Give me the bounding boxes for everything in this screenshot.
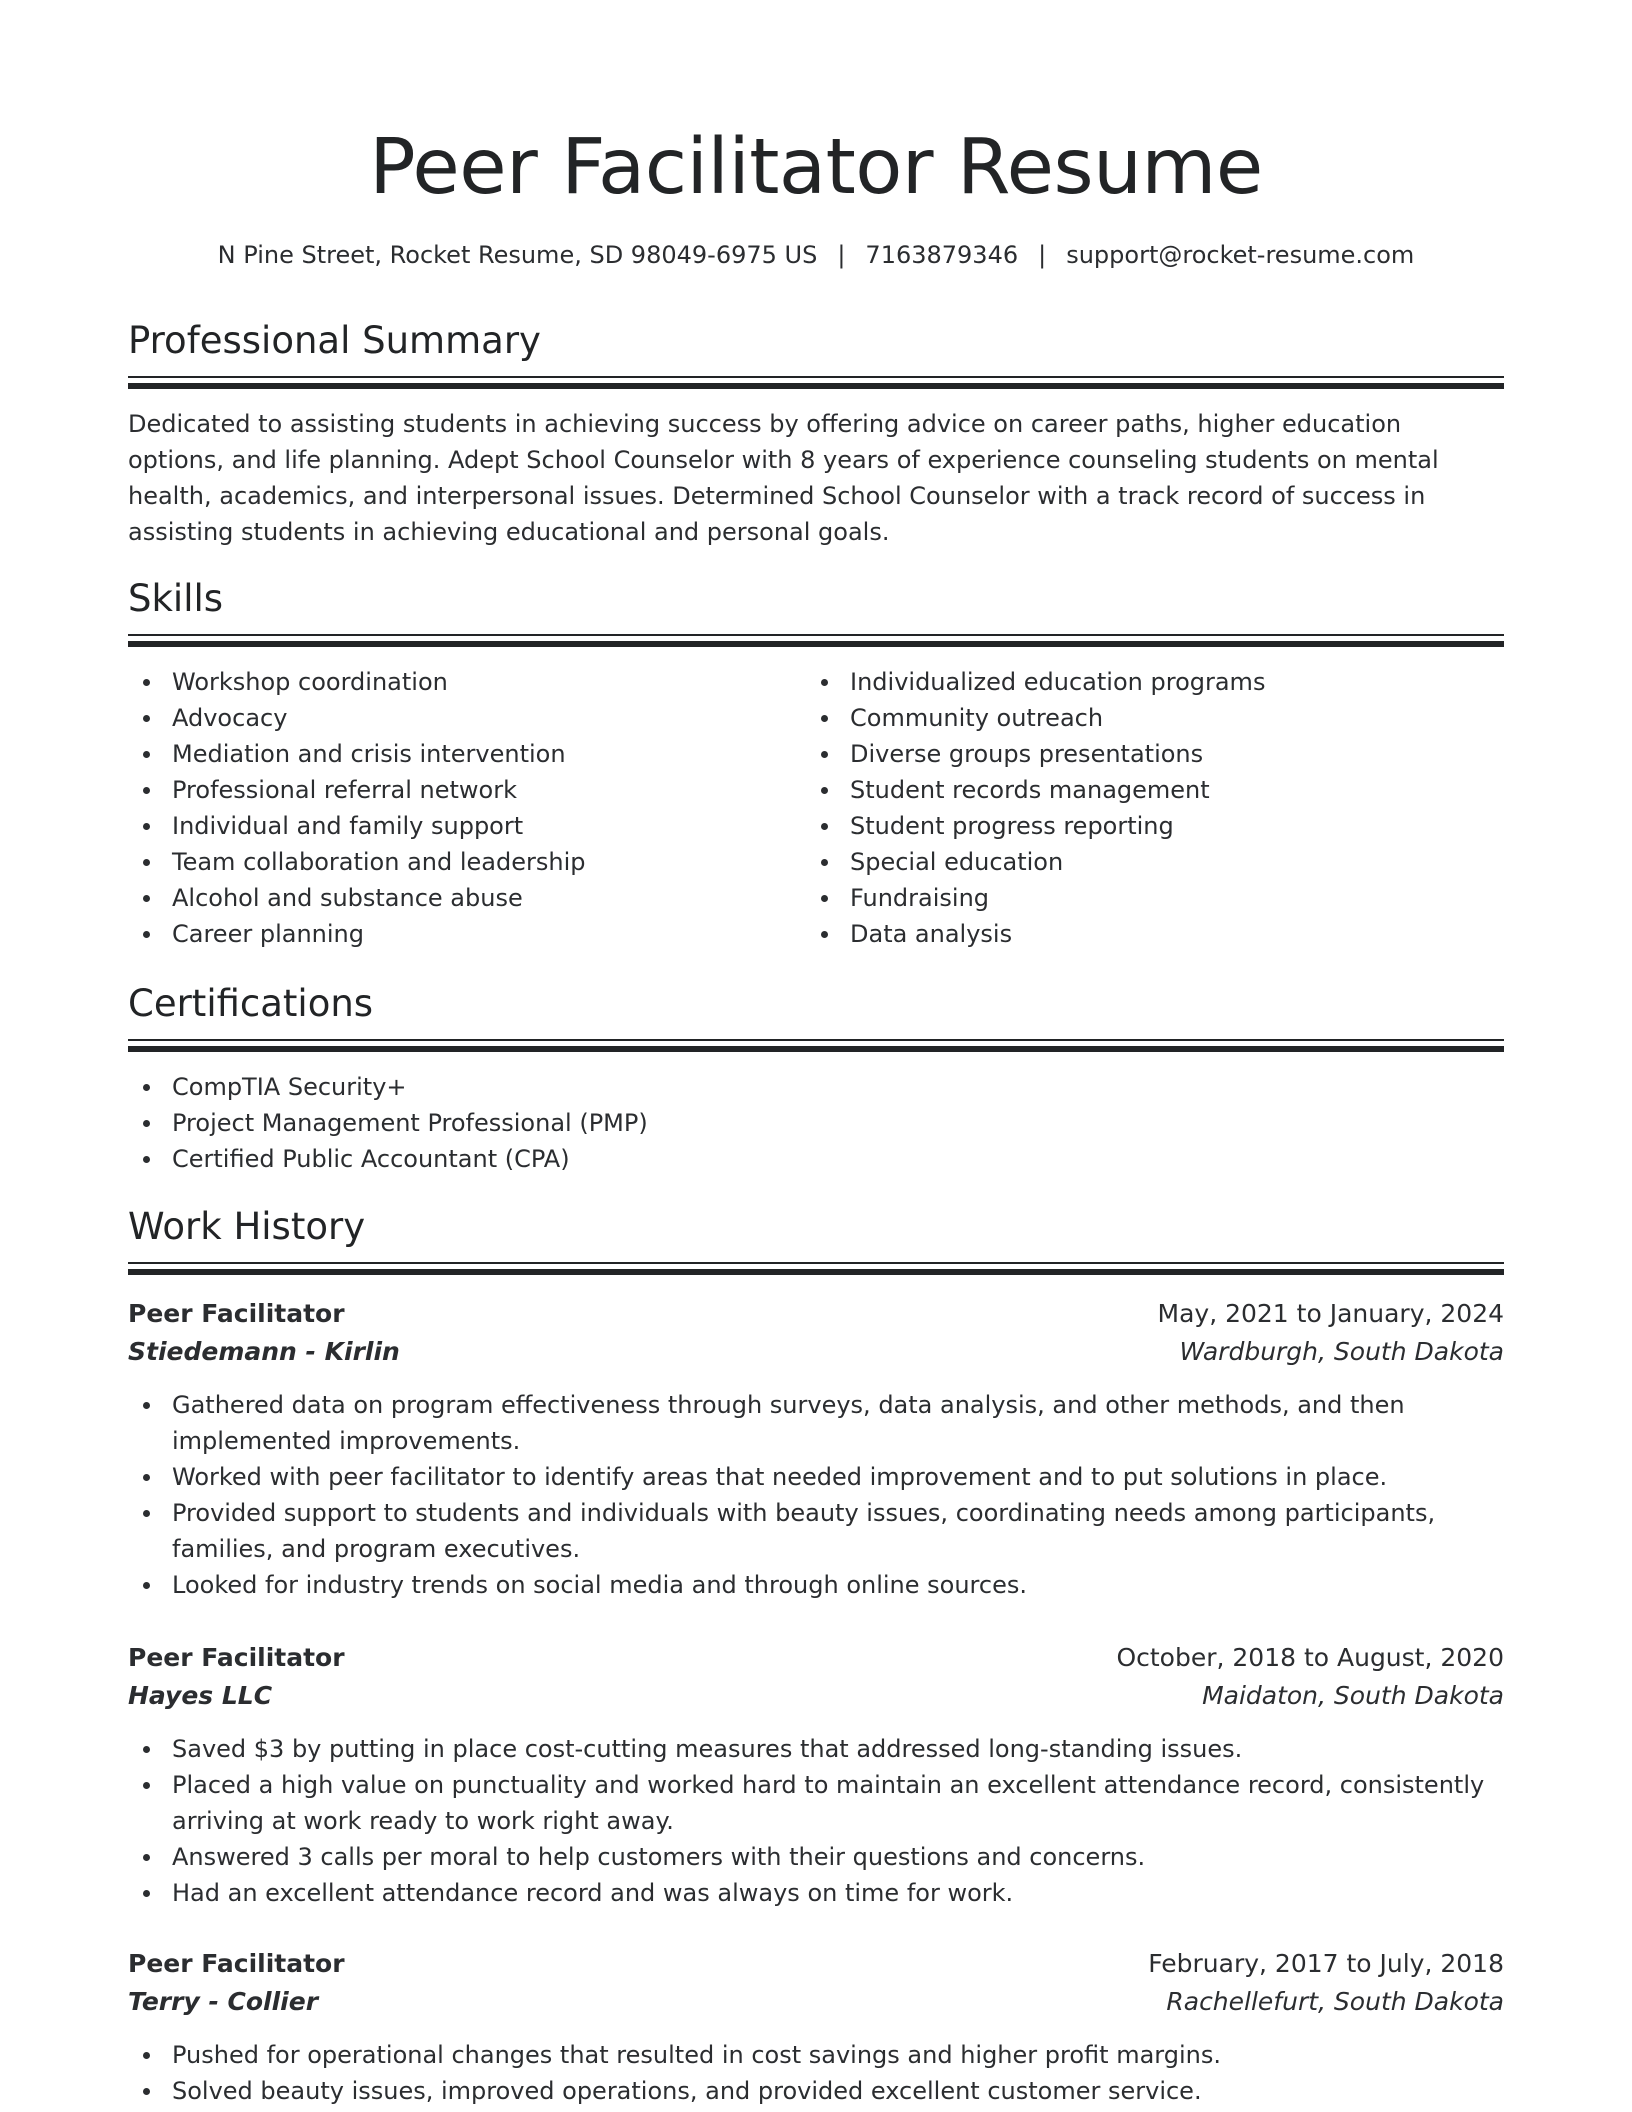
skills-section bbox=[128, 576, 1504, 952]
contact-address: N Pine Street, Rocket Resume, SD 98049-6975 US bbox=[217, 241, 818, 269]
contact-phone: 7163879346 bbox=[865, 241, 1019, 269]
skill-item: Student progress reporting bbox=[806, 808, 1484, 844]
summary-section bbox=[128, 318, 1504, 550]
job-bullets bbox=[128, 1731, 1504, 1911]
job-bullet: Pushed for operational changes that resulted in cost savings and higher profit margins. bbox=[128, 2037, 1504, 2073]
skill-item: Team collaboration and leadership bbox=[128, 844, 806, 880]
job-entry bbox=[128, 1945, 1504, 2109]
job-bullet: Placed a high value on punctuality and worked hard to maintain an excellent attendance record, consistently arriving at work ready to work right away. bbox=[128, 1767, 1504, 1839]
summary-text: Dedicated to assisting students in achieving success by offering advice on career paths, higher education options, and life planning. Adept School Counselor with 8 years of experience counseling students on mental health, academics, and interpersonal issues. Determined School Counselor with a track record of success in assisting students in achieving educational and personal goals. bbox=[128, 410, 1439, 546]
certification-item: Project Management Professional (PMP) bbox=[128, 1105, 1504, 1141]
contact-separator: | bbox=[837, 241, 846, 269]
skill-item: Workshop coordination bbox=[128, 664, 806, 700]
skill-item: Diverse groups presentations bbox=[806, 736, 1484, 772]
job-bullet: Provided support to students and individuals with beauty issues, coordinating needs among participants, families, and program executives. bbox=[128, 1495, 1504, 1567]
section-title-work-history: Work History bbox=[128, 1205, 366, 1248]
section-divider bbox=[128, 376, 1504, 389]
skill-item: Community outreach bbox=[806, 700, 1484, 736]
job-bullet: Worked with peer facilitator to identify areas that needed improvement and to put solutions in place. bbox=[128, 1459, 1504, 1495]
skill-item: Career planning bbox=[128, 916, 806, 952]
job-entry bbox=[128, 1295, 1504, 1603]
job-title: Peer Facilitator bbox=[128, 1949, 345, 1978]
job-bullet: Looked for industry trends on social media and through online sources. bbox=[128, 1567, 1504, 1603]
job-bullet: Answered 3 calls per moral to help customers with their questions and concerns. bbox=[128, 1839, 1504, 1875]
job-bullet: Saved $3 by putting in place cost-cutting measures that addressed long-standing issues. bbox=[128, 1731, 1504, 1767]
job-title: Peer Facilitator bbox=[128, 1299, 345, 1328]
skill-item: Advocacy bbox=[128, 700, 806, 736]
certification-item: CompTIA Security+ bbox=[128, 1069, 1504, 1105]
certification-item: Certified Public Accountant (CPA) bbox=[128, 1141, 1504, 1177]
certifications-section bbox=[128, 981, 1504, 1177]
skill-item: Special education bbox=[806, 844, 1484, 880]
skills-columns bbox=[128, 664, 1504, 952]
section-divider bbox=[128, 634, 1504, 647]
job-company: Terry - Collier bbox=[128, 1987, 319, 2016]
skill-item: Fundraising bbox=[806, 880, 1484, 916]
contact-separator: | bbox=[1038, 241, 1047, 269]
job-entry bbox=[128, 1639, 1504, 1911]
skill-item: Alcohol and substance abuse bbox=[128, 880, 806, 916]
section-title-summary: Professional Summary bbox=[128, 319, 541, 362]
section-title-certifications: Certifications bbox=[128, 982, 374, 1025]
job-company: Stiedemann - Kirlin bbox=[128, 1337, 400, 1366]
job-bullets bbox=[128, 1387, 1504, 1603]
skill-item: Individual and family support bbox=[128, 808, 806, 844]
job-location: Wardburgh, South Dakota bbox=[1179, 1337, 1504, 1366]
resume-page bbox=[128, 0, 1504, 2112]
job-bullets bbox=[128, 2037, 1504, 2109]
skills-list-left bbox=[128, 664, 806, 952]
skill-item: Data analysis bbox=[806, 916, 1484, 952]
skill-item: Individualized education programs bbox=[806, 664, 1484, 700]
job-title: Peer Facilitator bbox=[128, 1643, 345, 1672]
skill-item: Professional referral network bbox=[128, 772, 806, 808]
job-bullet: Solved beauty issues, improved operations, and provided excellent customer service. bbox=[128, 2073, 1504, 2109]
job-location: Maidaton, South Dakota bbox=[1202, 1681, 1504, 1710]
job-bullet: Had an excellent attendance record and was always on time for work. bbox=[128, 1875, 1504, 1911]
certifications-list bbox=[128, 1069, 1504, 1177]
contact-line bbox=[128, 238, 1504, 272]
job-bullet: Gathered data on program effectiveness through surveys, data analysis, and other methods, and then implemented improvements. bbox=[128, 1387, 1504, 1459]
job-location: Rachellefurt, South Dakota bbox=[1166, 1987, 1504, 2016]
section-divider bbox=[128, 1039, 1504, 1052]
job-dates: October, 2018 to August, 2020 bbox=[1116, 1643, 1504, 1672]
skill-item: Student records management bbox=[806, 772, 1484, 808]
contact-email: support@rocket-resume.com bbox=[1066, 241, 1415, 269]
job-company: Hayes LLC bbox=[128, 1681, 273, 1710]
skill-item: Mediation and crisis intervention bbox=[128, 736, 806, 772]
job-dates: May, 2021 to January, 2024 bbox=[1157, 1299, 1504, 1328]
work-history-section bbox=[128, 1204, 1504, 1275]
resume-title: Peer Facilitator Resume bbox=[369, 123, 1263, 212]
section-title-skills: Skills bbox=[128, 577, 224, 620]
skills-list-right bbox=[806, 664, 1484, 952]
job-dates: February, 2017 to July, 2018 bbox=[1148, 1949, 1504, 1978]
section-divider bbox=[128, 1262, 1504, 1275]
